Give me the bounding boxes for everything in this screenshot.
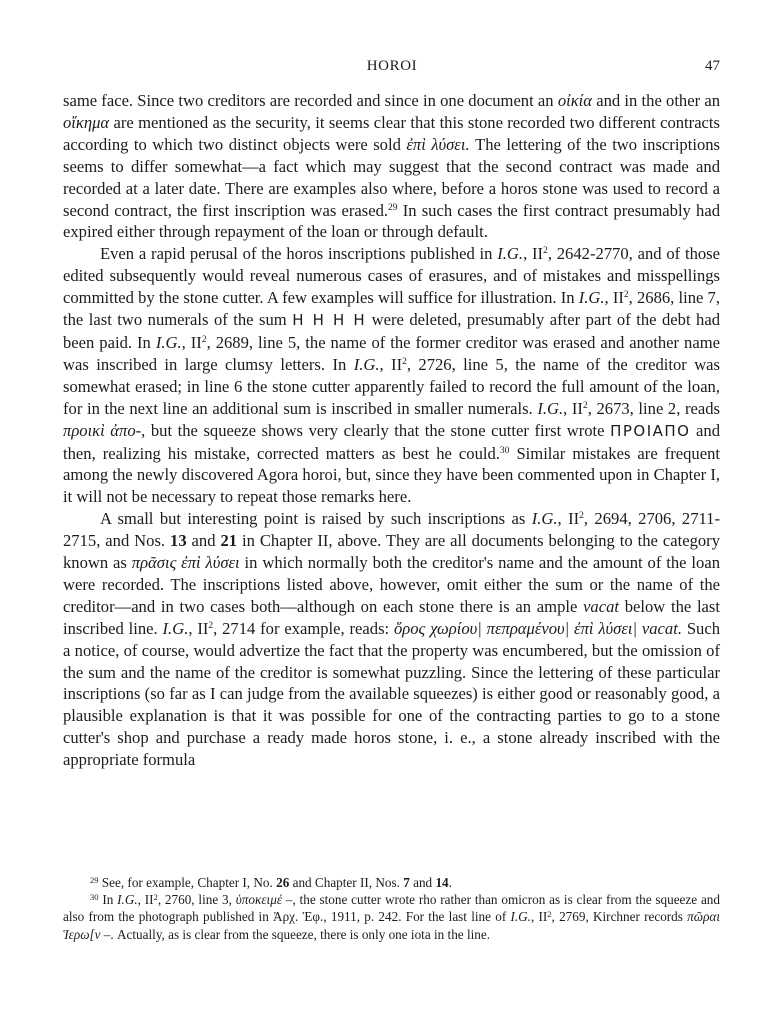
citation-ig: I.G.	[578, 288, 605, 308]
greek-term: οἰκία	[557, 91, 593, 110]
text: and	[186, 531, 221, 551]
citation-ig: I.G.	[117, 892, 138, 908]
number-bold: 14	[435, 875, 449, 890]
text: In	[98, 892, 118, 908]
superscript: 2	[208, 620, 214, 631]
text: , 2769, Kirchner records	[551, 909, 688, 925]
text: .	[448, 875, 452, 890]
text: The lettering of the two inscriptions seems to differ somewhat—a fact which may suggest that the second contract was made and recorded at a later date. There are examples also where, before a horos stone was used to record a second contract, the first inscription was erased.	[63, 134, 720, 220]
greek-term: Ἀρχ. Ἐφ.	[273, 909, 324, 925]
vacat-term: vacat.	[641, 618, 682, 638]
superscript: 2	[547, 909, 552, 920]
text: , II	[604, 288, 624, 308]
superscript: 2	[579, 511, 584, 522]
greek-term: ἐπὶ λύσει.	[406, 134, 470, 154]
text: A small but interesting point is raised by such inscriptions as	[100, 509, 532, 529]
text: , 2686, line 7, the last two numerals of the sum	[63, 288, 720, 330]
text: , II	[137, 892, 154, 908]
numerals-hhhh: H H H H	[292, 311, 367, 330]
citation-ig: I.G.	[537, 398, 564, 418]
text: same face. Since two creditors are recorded and since in one document an	[63, 91, 558, 110]
text: in Chapter II, above. They are all documents belonging to the category known as	[63, 531, 720, 573]
text: , 2673, line 2, reads	[587, 398, 720, 418]
text: and	[409, 875, 436, 890]
greek-term: πῶραι Ἱερω[ν –	[63, 909, 720, 942]
text: and in the other an	[592, 91, 720, 110]
text: . Actually, as is clear from the squeeze, there is only one iota in the line.	[110, 926, 491, 942]
text: Such a notice, of course, would advertize the fact that the property was encumbered, but the omission of the sum and the name of the creditor is somewhat puzzling. Since the lettering of these particular inscriptions (so far as I can judge from the available squeezes) is either good or reasonably good, a plausible explanation is that it was possible for one of the contracting parties to go to a stone cutter's shop and purchase a ready made horos stone, i. e., a stone already inscribed with the appropriate formula	[63, 618, 721, 770]
paragraph-1	[63, 90, 720, 243]
text: , II	[181, 332, 202, 352]
running-title: HOROI	[366, 58, 418, 74]
greek-term: πρᾶσις ἐπὶ λύσει	[131, 553, 240, 573]
superscript: 2	[543, 246, 548, 257]
superscript: 2	[582, 400, 588, 411]
paragraph-2	[63, 243, 720, 508]
text: , II	[379, 354, 403, 374]
superscript: 2	[623, 290, 629, 301]
running-head	[64, 58, 720, 80]
text: in which normally both the creditor's name and the amount of the loan were recorded. The inscriptions listed above, however, omit either the sum or the name of the creditor—and in two cases both—although on each stone there is an ample	[63, 553, 720, 616]
text: , 2642-2770, and of those edited subsequently would reveal numerous cases of erasures, and of mistakes and misspellings committed by the stone cutter. A few examples will suffice for illustration. In	[63, 244, 720, 308]
text: , 2760, line 3,	[157, 892, 236, 908]
paragraph-3	[63, 508, 720, 771]
vacat-term: vacat	[583, 596, 619, 616]
citation-ig: I.G.	[497, 244, 524, 264]
footnotes	[63, 874, 720, 943]
superscript: 2	[153, 892, 158, 903]
citation-ig: I.G.	[162, 618, 189, 638]
footnote-ref-30[interactable]: 30	[499, 445, 510, 456]
text: and then, realizing his mistake, corrected matters as best he could.	[63, 420, 720, 463]
text: Even a rapid perusal of the horos inscriptions published in	[100, 244, 498, 264]
text: , 2689, line 5, the name of the former creditor was erased and another name was inscribed in large clumsy letters. In	[63, 332, 720, 374]
number-bold: 7	[403, 875, 410, 890]
number-bold: 26	[276, 875, 290, 890]
text: and Chapter II, Nos.	[289, 875, 404, 890]
page-number: 47	[705, 58, 720, 74]
citation-ig: I.G.	[531, 509, 558, 529]
greek-term: προικὶ ἀπο-	[63, 420, 142, 440]
greek-term: ὑποκειμέ –	[235, 892, 293, 908]
greek-quotation: ὅρος χωρίου| πεπραμένου| ἐπὶ λύσει|	[393, 618, 638, 638]
superscript: 2	[201, 334, 207, 345]
number-bold: 21	[220, 531, 238, 551]
text: , II	[523, 244, 544, 264]
text: , 2726, line 5, the name of the creditor was somewhat erased; in line 6 the stone cutter apparently failed to record the full amount of the loan, for in the next line an additional sum is inscribed in smaller numerals.	[63, 354, 721, 418]
footnote-29	[63, 874, 720, 891]
body-text	[63, 90, 720, 771]
footnote-ref-29[interactable]: 29	[388, 202, 398, 213]
inscription-proiapo: ΠΡΟΙΑΠΟ	[610, 421, 691, 440]
text: , II	[530, 909, 548, 925]
text: In such cases the first contract presumably had expired either through repayment of the loan or through default.	[63, 200, 720, 242]
text: , II	[557, 509, 580, 529]
text: , II	[563, 398, 583, 418]
footnote-mark: 30	[90, 892, 99, 903]
citation-ig: I.G.	[353, 354, 380, 374]
text: are mentioned as the security, it seems clear that this stone recorded two different contracts according to which two distinct objects were sold	[63, 112, 720, 154]
greek-term: οἴκημα	[63, 112, 110, 132]
footnote-mark: 29	[90, 875, 99, 885]
text: See, for example, Chapter I, No.	[98, 875, 277, 890]
text: , 2714 for example, reads:	[213, 618, 394, 638]
text: below the last inscribed line.	[63, 596, 720, 638]
text: Similar mistakes are frequent among the newly discovered Agora horoi, but, since they have been commented upon in Chapter I, it will not be necessary to repeat those remarks here.	[63, 443, 720, 507]
citation-ig: I.G.	[510, 909, 531, 925]
text: , but the squeeze shows very clearly that the stone cutter first wrote	[141, 420, 611, 440]
footnote-30	[63, 891, 720, 943]
text: , II	[188, 618, 209, 638]
citation-ig: I.G.	[155, 332, 182, 352]
text: were deleted, presumably after part of the debt had been paid. In	[63, 310, 721, 352]
superscript: 2	[402, 356, 407, 367]
number-bold: 13	[170, 531, 187, 551]
text: , 2694, 2706, 2711-2715, and Nos.	[63, 509, 721, 551]
text: , 1911, p. 242. For the last line of	[323, 909, 511, 925]
text: , the stone cutter wrote rho rather than omicron as is clear from the squeeze and also from the photograph published in	[63, 892, 720, 925]
